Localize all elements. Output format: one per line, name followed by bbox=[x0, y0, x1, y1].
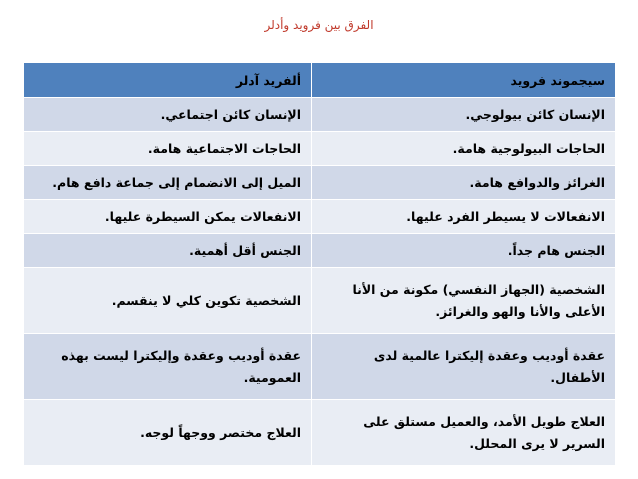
freud-cell: الحاجات البيولوجية هامة. bbox=[312, 132, 616, 166]
adler-cell: الميل إلى الانضمام إلى جماعة دافع هام. bbox=[24, 166, 312, 200]
table-row bbox=[24, 268, 616, 334]
freud-cell: الشخصية (الجهاز النفسي) مكونة من الأنا الأعلى والأنا والهو والغرائز. bbox=[312, 268, 616, 334]
table-header-row bbox=[24, 63, 616, 98]
freud-cell: العلاج طويل الأمد، والعميل مستلق على السرير لا يرى المحلل. bbox=[312, 400, 616, 466]
table-row bbox=[24, 234, 616, 268]
adler-cell: الشخصية تكوين كلي لا ينقسم. bbox=[24, 268, 312, 334]
header-freud: سيجموند فرويد bbox=[312, 63, 616, 98]
header-adler: ألفريد آدلر bbox=[24, 63, 312, 98]
table-row bbox=[24, 166, 616, 200]
adler-cell: الانفعالات يمكن السيطرة عليها. bbox=[24, 200, 312, 234]
adler-cell: العلاج مختصر ووجهاً لوجه. bbox=[24, 400, 312, 466]
page-title: الفرق بين فرويد وأدلر bbox=[264, 18, 374, 32]
freud-cell: الإنسان كائن بيولوجي. bbox=[312, 98, 616, 132]
freud-cell: الجنس هام جداً. bbox=[312, 234, 616, 268]
table-row bbox=[24, 98, 616, 132]
table-row bbox=[24, 200, 616, 234]
table-row bbox=[24, 334, 616, 400]
freud-cell: عقدة أوديب وعقدة إليكترا عالمية لدى الأطفال. bbox=[312, 334, 616, 400]
freud-cell: الغرائز والدوافع هامة. bbox=[312, 166, 616, 200]
comparison-table bbox=[23, 62, 616, 466]
freud-cell: الانفعالات لا يسيطر الفرد عليها. bbox=[312, 200, 616, 234]
adler-cell: عقدة أوديب وعقدة وإليكترا ليست بهذه العمومية. bbox=[24, 334, 312, 400]
table-row bbox=[24, 132, 616, 166]
adler-cell: الإنسان كائن اجتماعي. bbox=[24, 98, 312, 132]
adler-cell: الجنس أقل أهمية. bbox=[24, 234, 312, 268]
table-row bbox=[24, 400, 616, 466]
adler-cell: الحاجات الاجتماعية هامة. bbox=[24, 132, 312, 166]
